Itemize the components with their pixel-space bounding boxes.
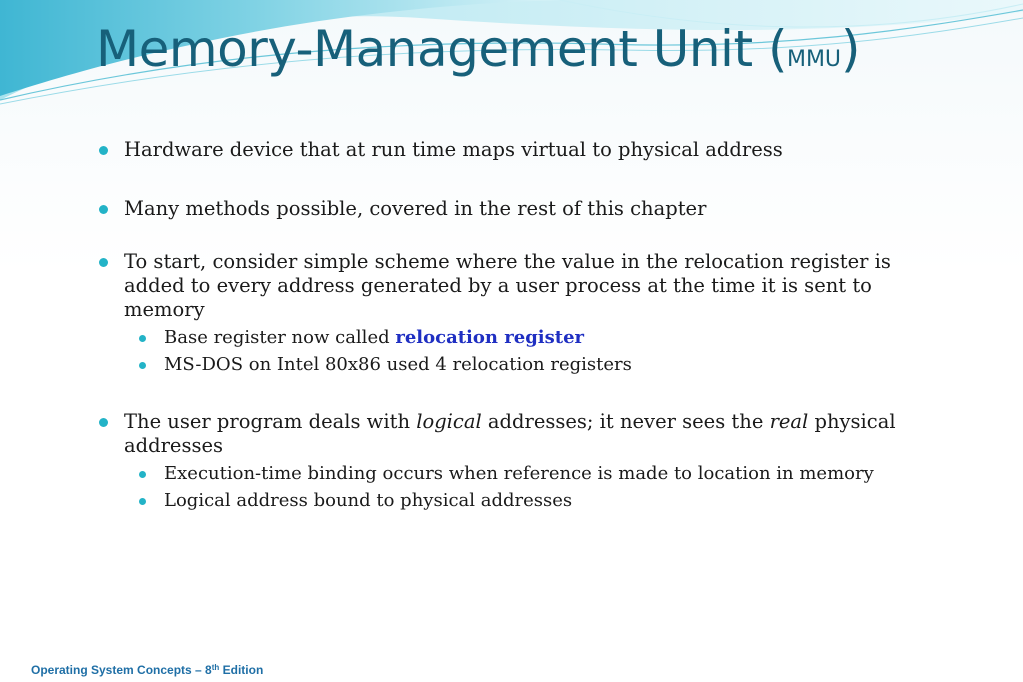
sub-bullet-item-base-register bbox=[124, 324, 956, 351]
bullet-text-part: The user program deals with bbox=[124, 410, 417, 433]
sub-bullet-item-execution-time bbox=[124, 460, 956, 487]
sub-bullet-icon bbox=[139, 471, 146, 478]
logical-term: logical bbox=[416, 410, 482, 433]
bullet-icon bbox=[99, 205, 108, 214]
bullet-text-part: physical addresses bbox=[124, 410, 896, 457]
slide-content bbox=[96, 138, 956, 514]
bullet-list bbox=[96, 138, 956, 514]
bullet-item-relocation bbox=[96, 250, 956, 378]
sub-bullet-list bbox=[124, 324, 956, 378]
sub-bullet-item-ms-dos bbox=[124, 351, 956, 378]
relocation-register-term: relocation register bbox=[395, 327, 585, 348]
bullet-item-logical-addresses bbox=[96, 410, 956, 514]
sub-bullet-text: Execution-time binding occurs when reference is made to location in memory bbox=[164, 463, 874, 484]
sub-bullet-item-logical-bound bbox=[124, 487, 956, 514]
bullet-icon bbox=[99, 418, 108, 427]
footer-superscript: th bbox=[211, 663, 220, 672]
sub-bullet-list bbox=[124, 460, 956, 514]
slide-title bbox=[96, 14, 860, 95]
sub-bullet-text: Base register now called bbox=[164, 327, 396, 348]
title-main: Memory-Management Unit ( bbox=[96, 20, 787, 78]
sub-bullet-icon bbox=[139, 498, 146, 505]
bullet-icon bbox=[99, 258, 108, 267]
title-abbreviation: MMU bbox=[786, 47, 842, 72]
sub-bullet-icon bbox=[139, 362, 146, 369]
bullet-text: To start, consider simple scheme where the value in the relocation register is added to every address generated by a user process at the time it is sent to memory bbox=[124, 250, 891, 321]
footer-edition: Edition bbox=[219, 663, 264, 677]
bullet-icon bbox=[99, 146, 108, 155]
slide-footer bbox=[31, 663, 263, 677]
footer-text: Operating System Concepts – 8 bbox=[31, 663, 212, 677]
bullet-text: Hardware device that at run time maps virtual to physical address bbox=[124, 138, 783, 161]
bullet-item-methods bbox=[96, 197, 956, 221]
bullet-item-hardware bbox=[96, 138, 956, 162]
sub-bullet-icon bbox=[139, 335, 146, 342]
real-term: real bbox=[769, 410, 809, 433]
sub-bullet-text: Logical address bound to physical addresses bbox=[164, 490, 573, 511]
title-close: ) bbox=[841, 20, 861, 78]
bullet-text: Many methods possible, covered in the rest of this chapter bbox=[124, 197, 707, 220]
bullet-text-part: addresses; it never sees the bbox=[481, 410, 770, 433]
sub-bullet-text: MS-DOS on Intel 80x86 used 4 relocation registers bbox=[164, 354, 632, 375]
